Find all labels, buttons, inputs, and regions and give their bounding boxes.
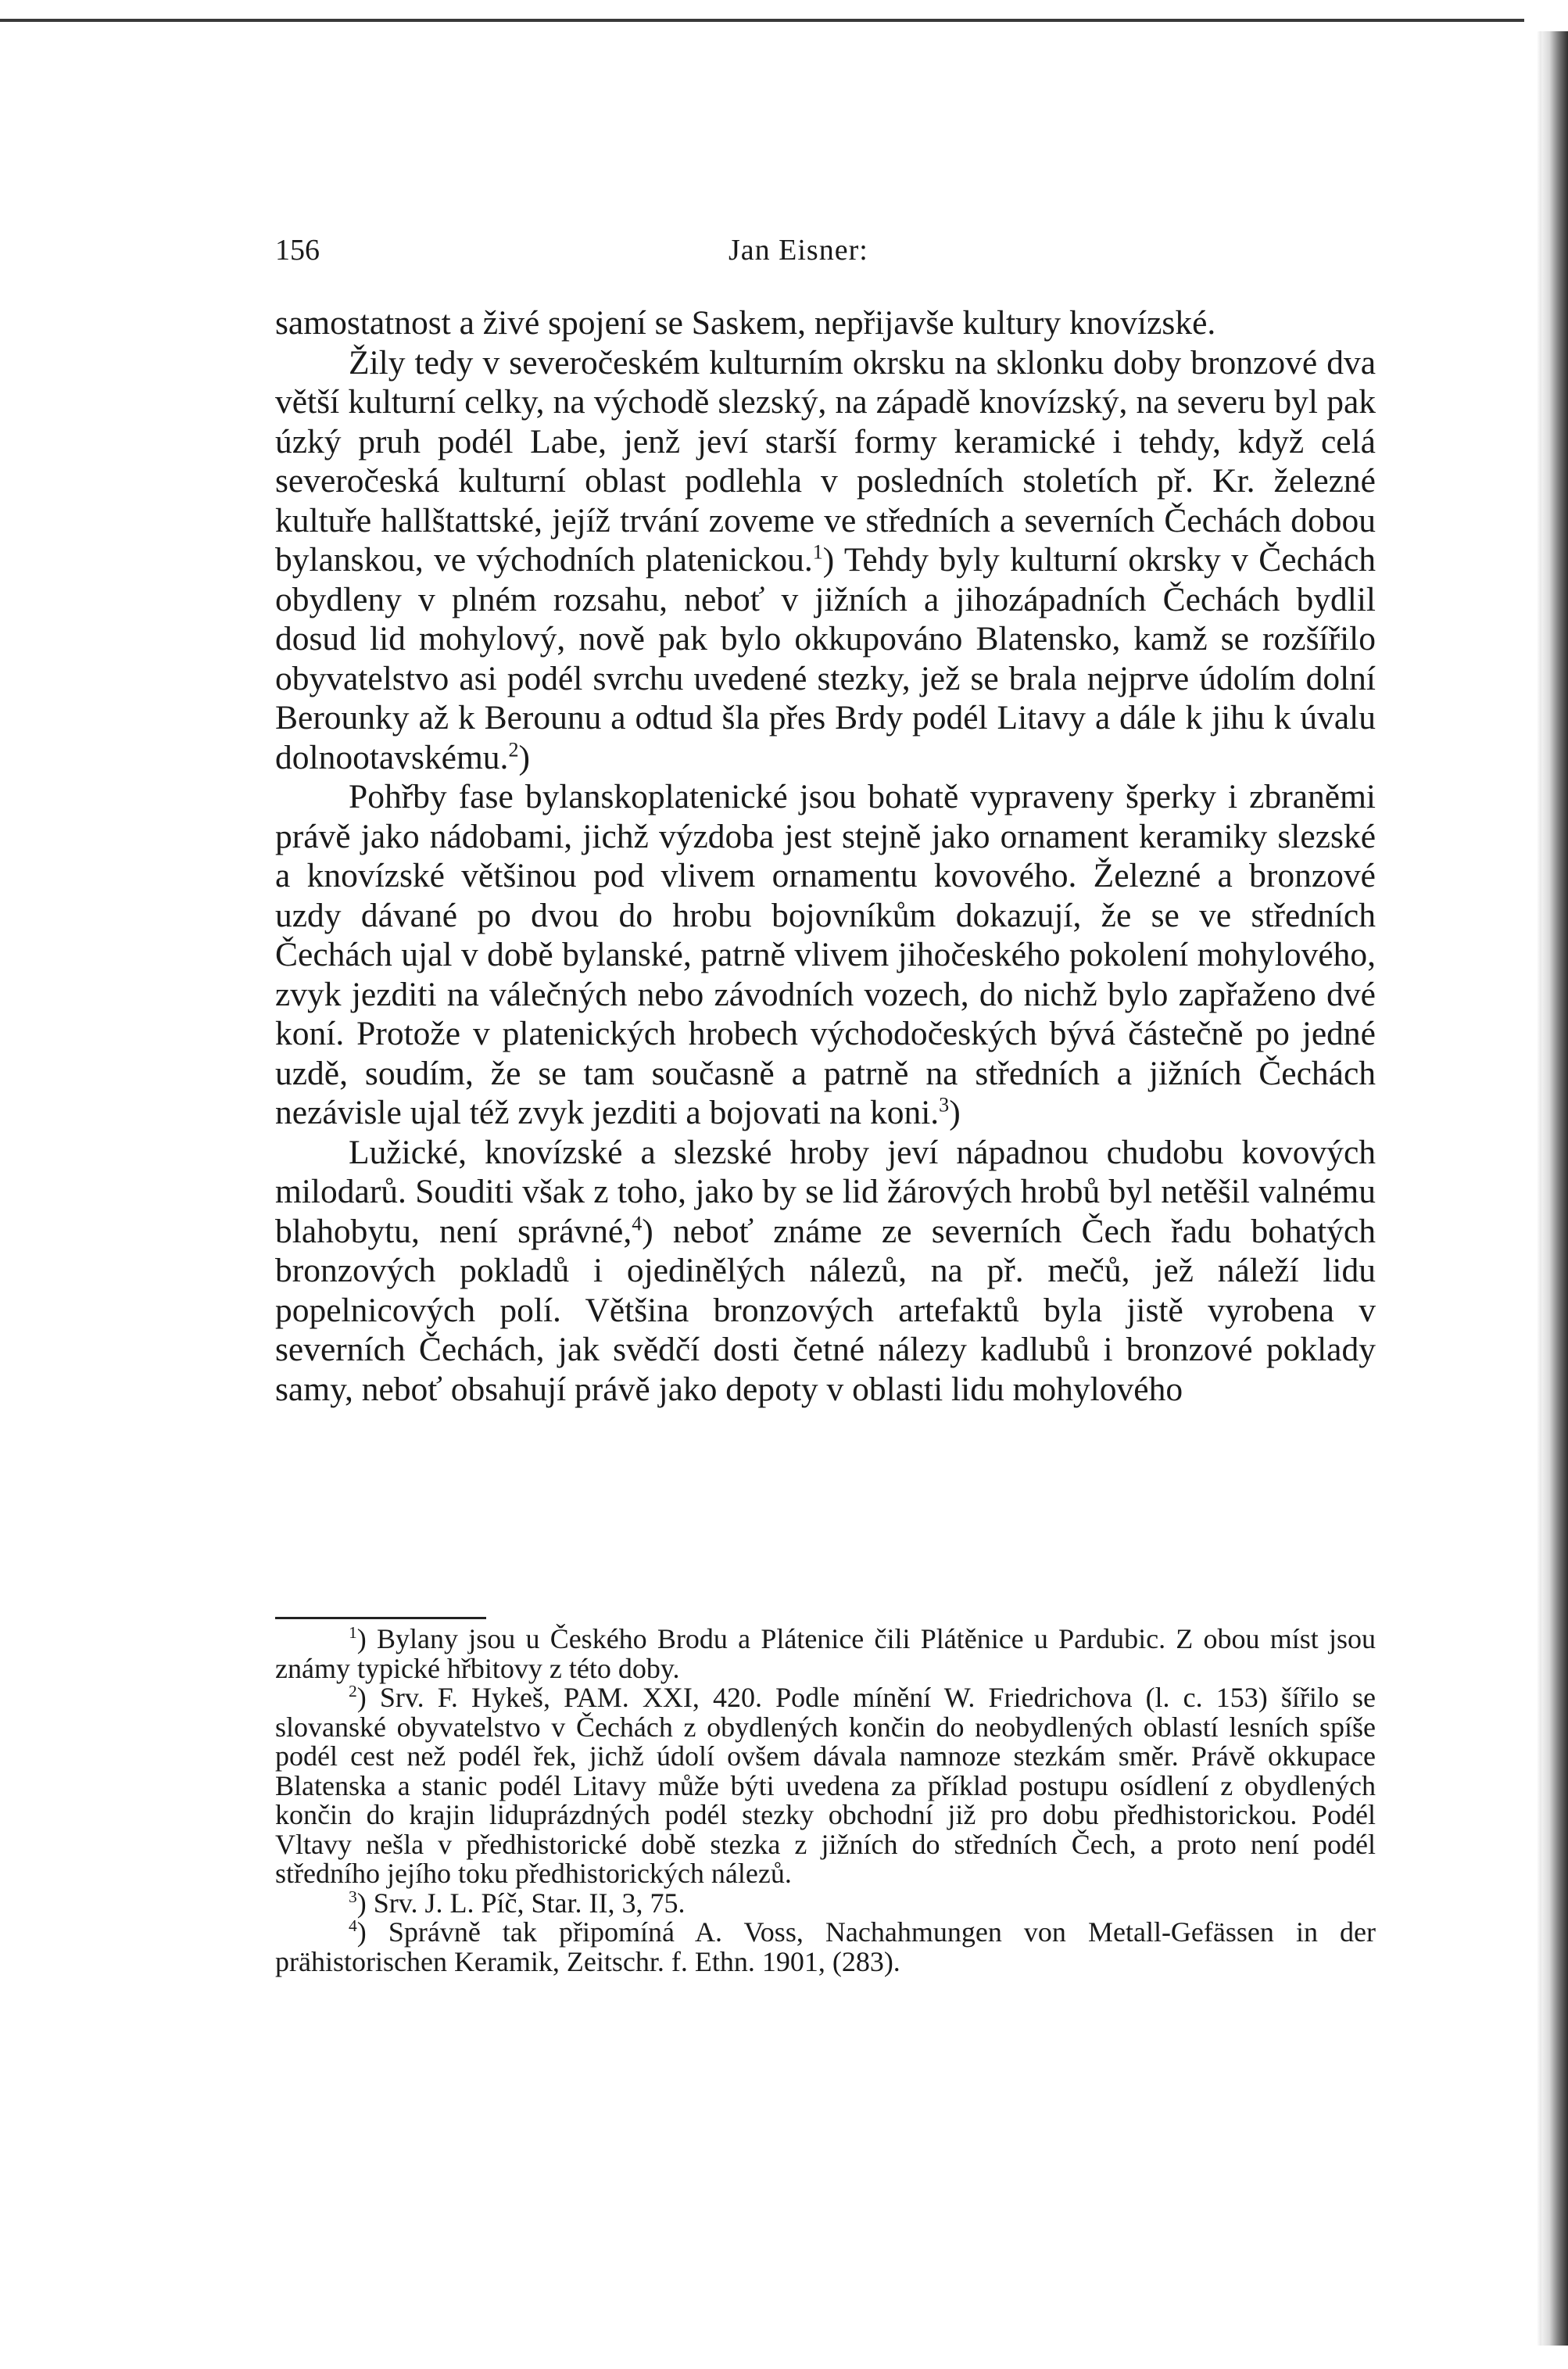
paragraph-2-text: Žily tedy v severočeském kulturním okrsku na sklonku doby bronzové dva větší kulturní celky, na východě slezský, na západě knovízský, na severu byl pak úzký pruh podél Labe, jenž jeví starší formy keramické i tehdy, když celá severočeská kulturní oblast podlehla v posledních stoletích př. Kr. železné kultuře hallštattské, jejíž trvání zoveme ve středních a severních Čechách dobou bylanskou, ve východních platenickou. — [275, 343, 1376, 579]
paragraph-3-text: Pohřby fase bylanskoplatenické jsou bohatě vypraveny šperky i zbraněmi právě jako nádobami, jichž výzdoba jest stejně jako ornament keramiky slezské a knovízské většinou pod vlivem ornamentu kovového. Železné a bronzové uzdy dávané po dvou do hrobu bojovníkům dokazují, že se ve středních Čechách ujal v době bylanské, patrně vlivem jihočeského pokolení mohylového, zvyk jezditi na válečných nebo závodních vozech, do nichž bylo zapřaženo dvé koní. Protože v platenických hrobech východočeských bývá částečně po jedné uzdě, soudím, že se tam současně a patrně na středních a jižních Čechách nezávisle ujal též zvyk jezditi a bojovati na koni. — [275, 778, 1376, 1131]
footnote-2 — [275, 1683, 1376, 1889]
scan-border-right — [1541, 31, 1568, 2346]
paragraph-4 — [275, 1133, 1376, 1410]
running-head: Jan Eisner: — [729, 234, 868, 267]
page-header — [275, 233, 1369, 272]
footnote-4 — [275, 1918, 1376, 1977]
footnote-ref-1: 1 — [812, 540, 823, 564]
paragraph-4-text: Lužické, knovízské a slezské hroby jeví nápadnou chudobu kovových milodarů. Souditi však z toho, jako by se lid žárových hrobů byl netěšil valnému blahobytu, není správné, — [275, 1133, 1376, 1250]
paragraph-4-text-cont: ) neboť známe ze severních Čech řadu bohatých bronzových pokladů i ojedinělých nálezů, na př. mečů, jež náleží lidu popelnicových polí. Většina bronzových artefaktů byla jistě vyrobena v severních Čechách, jak svědčí dosti četné nálezy kadlubů i bronzové poklady samy, neboť obsahují právě jako depoty v oblasti lidu mohylového — [275, 1212, 1376, 1408]
page-number: 156 — [275, 234, 320, 267]
body-text — [275, 303, 1376, 1409]
footnote-ref-3: 3 — [939, 1093, 950, 1116]
footnote-ref-4: 4 — [632, 1212, 643, 1235]
footnote-3-mark: 3 — [349, 1887, 357, 1906]
paragraph-1-text: samostatnost a živé spojení se Saskem, nepřijavše kultury knovízské. — [275, 304, 1216, 342]
footnote-3-text: ) Srv. J. L. Píč, Star. II, 3, 75. — [356, 1887, 686, 1919]
footnote-4-mark: 4 — [349, 1916, 357, 1935]
paragraph-1 — [275, 303, 1376, 343]
paragraph-2-text-end: ) — [518, 738, 530, 776]
footnote-1-text: ) Bylany jsou u Českého Brodu a Plátenice čili Plátěnice u Pardubic. Z obou míst jsou známy typické hřbitovy z této doby. — [275, 1623, 1376, 1684]
paragraph-2 — [275, 343, 1376, 778]
footnote-2-text: ) Srv. F. Hykeš, PAM. XXI, 420. Podle mínění W. Friedrichova (l. c. 153) šířilo se slovanské obyvatelstvo v Čechách z obydlených končin do neobydlených oblastí lesních spíše podél cest než podél řek, jichž údolí ovšem dávala namnoze stezkám směr. Právě okkupace Blatenska a stanic podél Litavy může býti uvedena za příklad postupu osídlení z obydlených končin do krajin liduprázdných podél stezky obchodní již pro dobu předhistorickou. Podél Vltavy nešla v předhistorické době stezka z jižních do středních Čech, a proto není podél středního jejího toku předhistorických nálezů. — [275, 1682, 1376, 1889]
footnote-3 — [275, 1889, 1376, 1919]
scan-border-top — [0, 19, 1524, 22]
paragraph-3 — [275, 777, 1376, 1133]
footnote-2-mark: 2 — [349, 1682, 357, 1701]
footnote-ref-2: 2 — [508, 738, 519, 761]
footnote-divider — [275, 1617, 486, 1619]
footnote-4-text: ) Správně tak připomíná A. Voss, Nachahmungen von Metall-Gefässen in der prähistorischen Keramik, Zeitschr. f. Ethn. 1901, (283). — [275, 1916, 1376, 1977]
footnote-1 — [275, 1625, 1376, 1683]
paragraph-3-text-end: ) — [949, 1094, 961, 1131]
footnote-1-mark: 1 — [349, 1623, 357, 1642]
footnotes — [275, 1625, 1376, 1977]
paragraph-2-text-cont: ) Tehdy byly kulturní okrsky v Čechách obydleny v plném rozsahu, neboť v jižních a jihozápadních Čechách bydlil dosud lid mohylový, nově pak bylo okkupováno Blatensko, kamž se rozšířilo obyvatelstvo asi podél svrchu uvedené stezky, jež se brala nejprve údolím dolní Berounky až k Berounu a odtud šla přes Brdy podél Litavy a dále k jihu k úvalu dolnootavskému. — [275, 541, 1376, 776]
